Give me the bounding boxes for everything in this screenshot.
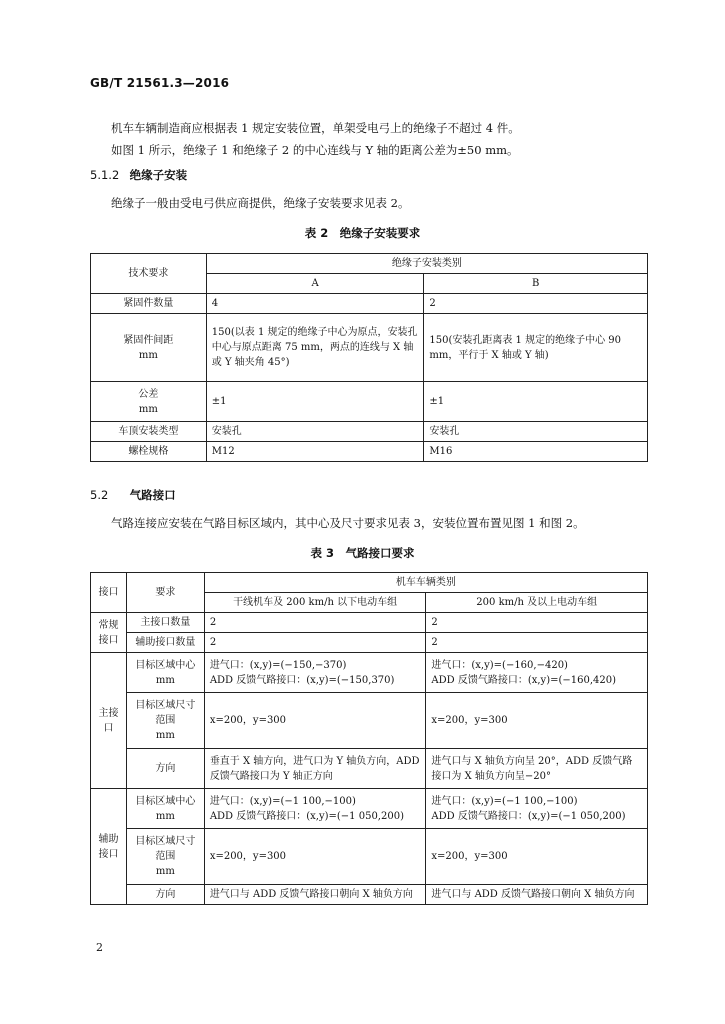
- table-row: [91, 613, 648, 633]
- cell-a: 2: [204, 613, 426, 633]
- row-label: 车顶安装类型: [91, 422, 207, 442]
- section-title: 绝缘子安装: [129, 168, 188, 182]
- cell-a: 2: [204, 633, 426, 653]
- cell-a: 进气口：(x,y)=(−1 100,−100) ADD 反馈气路接口：(x,y)=(−1 050,200): [204, 789, 426, 829]
- cell-b: x=200，y=300: [426, 693, 648, 749]
- intro-line-2: 如图 1 所示，绝缘子 1 和绝缘子 2 的中心连线与 Y 轴的距离公差为±50 mm。: [111, 143, 519, 157]
- table-row: [91, 294, 648, 314]
- cell-b: M16: [424, 442, 648, 462]
- table-row: [91, 442, 648, 462]
- row-label: 方向: [126, 749, 204, 789]
- page-number: 2: [96, 941, 103, 954]
- section-heading-512: [90, 167, 187, 183]
- cell-b: 2: [424, 294, 648, 314]
- cell-a: ±1: [206, 382, 424, 422]
- row-label: 方向: [126, 885, 204, 905]
- table-row: [91, 422, 648, 442]
- row-label: 螺栓规格: [91, 442, 207, 462]
- cell-a: M12: [206, 442, 424, 462]
- table2-header-group: 绝缘子安装类别: [206, 254, 647, 274]
- cell-b: 150(安装孔距离表 1 规定的绝缘子中心 90 mm，平行于 X 轴或 Y 轴): [424, 314, 648, 382]
- intro-line-1: 机车车辆制造商应根据表 1 规定安装位置，单架受电弓上的绝缘子不超过 4 件。: [111, 121, 520, 135]
- table2-caption: 表 2 绝缘子安装要求: [304, 226, 421, 240]
- row-label: 目标区域中心 mm: [126, 789, 204, 829]
- group-label-conventional: 常规 接口: [91, 613, 127, 653]
- cell-b: 进气口：(x,y)=(−160,−420) ADD 反馈气路接口：(x,y)=(−160,420): [426, 653, 648, 693]
- table-row: [91, 749, 648, 789]
- cell-b: 2: [426, 633, 648, 653]
- cell-b: x=200，y=300: [426, 829, 648, 885]
- table3-caption: 表 3 气路接口要求: [310, 546, 415, 560]
- cell-b: 进气口与 X 轴负方向呈 20°，ADD 反馈气路接口为 X 轴负方向呈−20°: [426, 749, 648, 789]
- cell-b: 进气口与 ADD 反馈气路接口朝向 X 轴负方向: [426, 885, 648, 905]
- table2-header-a: A: [206, 274, 424, 294]
- cell-a: 进气口与 ADD 反馈气路接口朝向 X 轴负方向: [204, 885, 426, 905]
- cell-a: 进气口：(x,y)=(−150,−370) ADD 反馈气路接口：(x,y)=(−150,370): [204, 653, 426, 693]
- row-label: 目标区域尺寸 范围 mm: [126, 693, 204, 749]
- table-row: [91, 314, 648, 382]
- standard-number: GB/T 21561.3—2016: [90, 76, 230, 90]
- table3-header-b: 200 km/h 及以上电动车组: [426, 593, 648, 613]
- table-row: [91, 885, 648, 905]
- table-3: [90, 572, 648, 905]
- cell-b: 进气口：(x,y)=(−1 100,−100) ADD 反馈气路接口：(x,y)=(−1 050,200): [426, 789, 648, 829]
- table2-header-b: B: [424, 274, 648, 294]
- section-number: 5.2: [90, 488, 109, 502]
- row-label: 公差 mm: [91, 382, 207, 422]
- table3-header-group: 机车车辆类别: [204, 573, 647, 593]
- table-row: [91, 829, 648, 885]
- table-row: [91, 382, 648, 422]
- cell-a: x=200，y=300: [204, 829, 426, 885]
- group-label-main: 主接口: [91, 653, 127, 789]
- row-label: 主接口数量: [126, 613, 204, 633]
- row-label: 紧固件间距 mm: [91, 314, 207, 382]
- cell-a: 安装孔: [206, 422, 424, 442]
- group-label-aux: 辅助 接口: [91, 789, 127, 905]
- row-label: 辅助接口数量: [126, 633, 204, 653]
- row-label: 紧固件数量: [91, 294, 207, 314]
- table-row: [91, 633, 648, 653]
- table3-header-requirement: 要求: [126, 573, 204, 613]
- cell-b: ±1: [424, 382, 648, 422]
- table3-header-a: 干线机车及 200 km/h 以下电动车组: [204, 593, 426, 613]
- section-512-text: 绝缘子一般由受电弓供应商提供，绝缘子安装要求见表 2。: [111, 196, 410, 210]
- cell-a: x=200，y=300: [204, 693, 426, 749]
- table-2: [90, 253, 648, 462]
- section-number: 5.1.2: [90, 168, 120, 182]
- table3-header-port: 接口: [91, 573, 127, 613]
- section-heading-52: [90, 487, 176, 503]
- cell-a: 4: [206, 294, 424, 314]
- table-row: [91, 653, 648, 693]
- table-row: [91, 789, 648, 829]
- section-title: 气路接口: [129, 488, 176, 502]
- row-label: 目标区域中心 mm: [126, 653, 204, 693]
- cell-a: 150(以表 1 规定的绝缘子中心为原点，安装孔中心与原点距离 75 mm，两点的连线与 X 轴或 Y 轴夹角 45°): [206, 314, 424, 382]
- row-label: 目标区域尺寸 范围 mm: [126, 829, 204, 885]
- cell-b: 安装孔: [424, 422, 648, 442]
- cell-a: 垂直于 X 轴方向，进气口为 Y 轴负方向，ADD 反馈气路接口为 Y 轴正方向: [204, 749, 426, 789]
- table-row: [91, 693, 648, 749]
- section-52-text: 气路连接应安装在气路目标区域内，其中心及尺寸要求见表 3，安装位置布置见图 1 和图 2。: [111, 516, 585, 530]
- cell-b: 2: [426, 613, 648, 633]
- table2-header-requirement: 技术要求: [91, 254, 207, 294]
